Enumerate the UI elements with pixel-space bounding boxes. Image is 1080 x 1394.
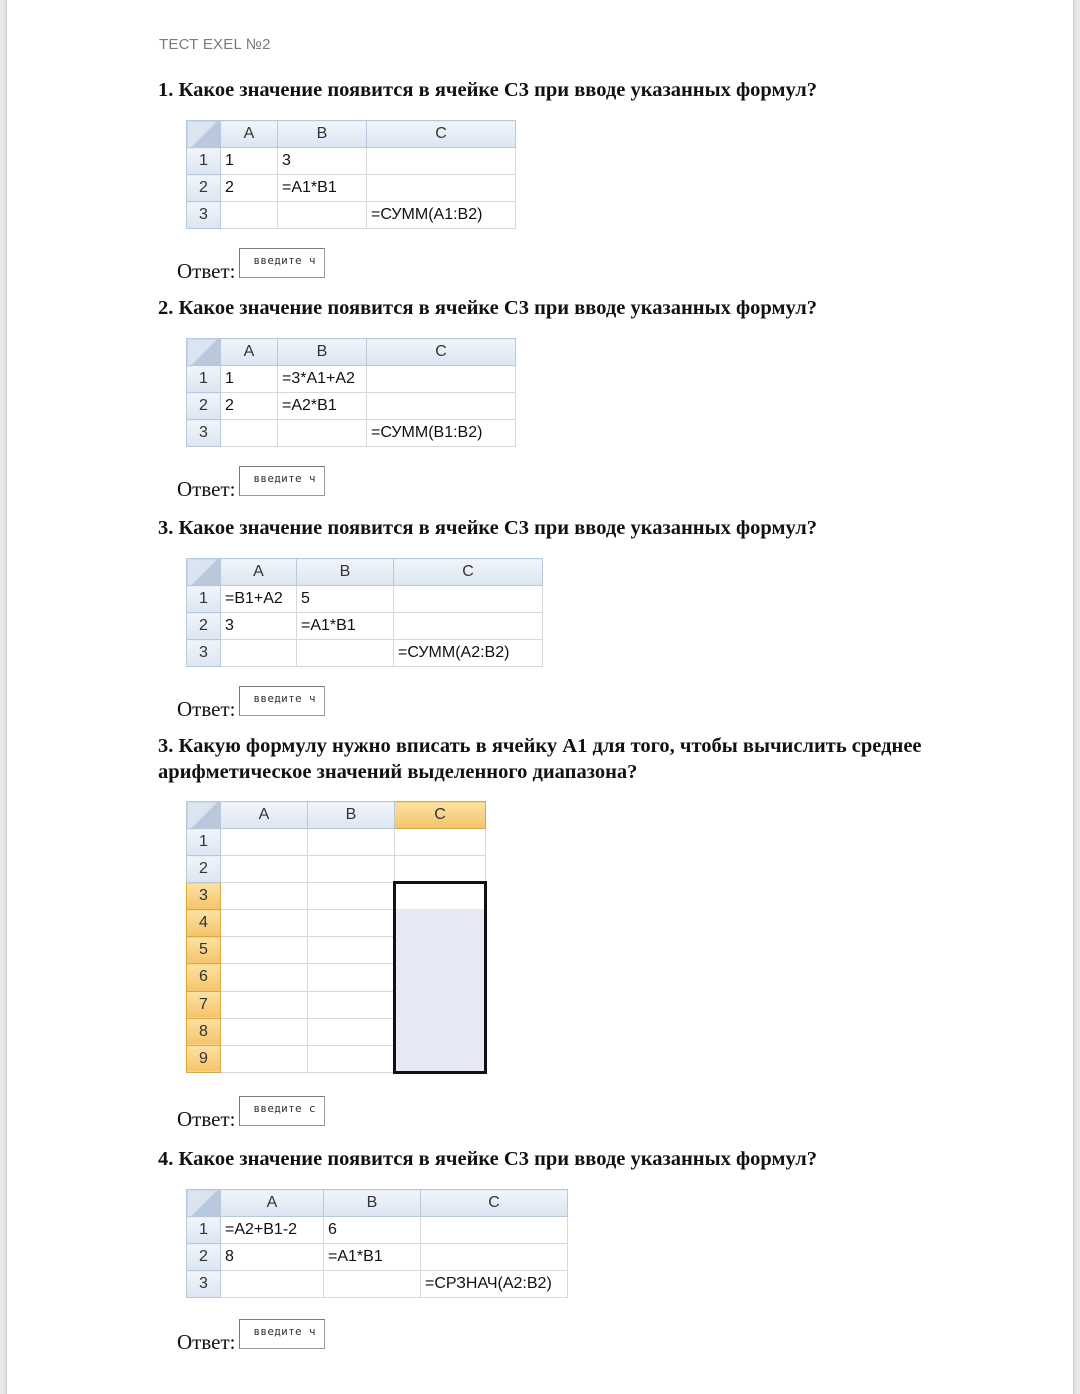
select-all-corner	[187, 559, 221, 586]
cell-a1: =B1+A2	[221, 586, 297, 613]
select-all-corner	[187, 802, 221, 829]
selected-range-c3-c9	[395, 883, 486, 1073]
cell-a2: 3	[221, 613, 297, 640]
cell-c3: =СУММ(A1:B2)	[367, 202, 516, 229]
column-header: C	[367, 121, 516, 148]
row-header: 1	[187, 586, 221, 613]
row-header: 1	[187, 829, 221, 856]
cell-b3	[278, 420, 367, 447]
row-header: 1	[187, 1217, 221, 1244]
cell-b1: 3	[278, 148, 367, 175]
question-1-text: 1. Какое значение появится в ячейке С3 при вводе указанных формул?	[158, 79, 817, 101]
column-header: B	[297, 559, 394, 586]
cell-b2	[308, 856, 395, 883]
cell-b1: 5	[297, 586, 394, 613]
cell-c2	[421, 1244, 568, 1271]
row-header-selected: 4	[187, 910, 221, 937]
cell-b3	[324, 1271, 421, 1298]
column-header: C	[394, 559, 543, 586]
cell-c3: =СУММ(B1:B2)	[367, 420, 516, 447]
question-3-spreadsheet	[186, 558, 543, 667]
cell-a1	[221, 829, 308, 856]
cell-b6	[308, 964, 395, 991]
row-header-selected: 9	[187, 1045, 221, 1072]
cell-c2	[394, 613, 543, 640]
cell-c1	[367, 148, 516, 175]
cell-a8	[221, 1018, 308, 1045]
cell-a6	[221, 964, 308, 991]
row-header: 2	[187, 613, 221, 640]
row-header: 2	[187, 856, 221, 883]
cell-a7	[221, 991, 308, 1018]
cell-b5	[308, 937, 395, 964]
cell-c3: =СРЗНАЧ(A2:B2)	[421, 1271, 568, 1298]
cell-b4	[308, 910, 395, 937]
column-header: B	[324, 1190, 421, 1217]
row-header-selected: 6	[187, 964, 221, 991]
cell-b2: =A1*B1	[278, 175, 367, 202]
cell-b3	[278, 202, 367, 229]
cell-c3: =СУММ(A2:B2)	[394, 640, 543, 667]
cell-a2: 2	[221, 175, 278, 202]
row-header: 2	[187, 393, 221, 420]
row-header: 3	[187, 640, 221, 667]
cell-a3	[221, 883, 308, 910]
document-title: ТЕСТ EXEL №2	[159, 36, 271, 53]
column-header: B	[278, 121, 367, 148]
cell-b3	[308, 883, 395, 910]
column-header: A	[221, 339, 278, 366]
column-header: C	[367, 339, 516, 366]
cell-a5	[221, 937, 308, 964]
question-5-spreadsheet	[186, 1189, 568, 1298]
row-header: 3	[187, 1271, 221, 1298]
answer-label: Ответ:	[177, 1330, 236, 1354]
row-header-selected: 3	[187, 883, 221, 910]
question-1-spreadsheet	[186, 120, 516, 229]
column-header: A	[221, 1190, 324, 1217]
cell-a3	[221, 1271, 324, 1298]
question-2-answer	[177, 470, 325, 500]
cell-a2: 2	[221, 393, 278, 420]
question-2-spreadsheet	[186, 338, 516, 447]
cell-b9	[308, 1045, 395, 1072]
question-3-text: 3. Какое значение появится в ячейке С3 при вводе указанных формул?	[158, 517, 817, 539]
cell-a2: 8	[221, 1244, 324, 1271]
question-4-spreadsheet	[186, 801, 487, 1074]
column-header: B	[278, 339, 367, 366]
column-header: C	[421, 1190, 568, 1217]
row-header: 3	[187, 420, 221, 447]
row-header: 3	[187, 202, 221, 229]
cell-c1	[367, 366, 516, 393]
question-5-answer	[177, 1323, 325, 1353]
cell-b1: =3*A1+A2	[278, 366, 367, 393]
cell-c1	[395, 829, 486, 856]
cell-c1	[421, 1217, 568, 1244]
row-header-selected: 8	[187, 1018, 221, 1045]
column-header: A	[221, 559, 297, 586]
select-all-corner	[187, 339, 221, 366]
cell-b1	[308, 829, 395, 856]
row-header: 2	[187, 1244, 221, 1271]
column-header-selected: C	[395, 802, 486, 829]
select-all-corner	[187, 121, 221, 148]
cell-a1: 1	[221, 148, 278, 175]
cell-b3	[297, 640, 394, 667]
question-2-answer-input[interactable]: введите ч	[239, 466, 325, 496]
question-2-text: 2. Какое значение появится в ячейке С3 при вводе указанных формул?	[158, 297, 817, 319]
cell-b2: =A2*B1	[278, 393, 367, 420]
cell-a3	[221, 202, 278, 229]
select-all-corner	[187, 1190, 221, 1217]
column-header: A	[221, 802, 308, 829]
question-1-answer-input[interactable]: введите ч	[239, 248, 325, 278]
cell-a4	[221, 910, 308, 937]
cell-b1: 6	[324, 1217, 421, 1244]
cell-a1: 1	[221, 366, 278, 393]
cell-b2: =A1*B1	[324, 1244, 421, 1271]
cell-a9	[221, 1045, 308, 1072]
cell-c2	[367, 393, 516, 420]
cell-c2	[367, 175, 516, 202]
cell-a1: =A2+B1-2	[221, 1217, 324, 1244]
question-4-answer-input[interactable]: введите с	[239, 1096, 325, 1126]
cell-c1	[394, 586, 543, 613]
question-5-text: 4. Какое значение появится в ячейке С3 при вводе указанных формул?	[158, 1148, 817, 1170]
answer-label: Ответ:	[177, 697, 236, 721]
column-header: A	[221, 121, 278, 148]
question-5-answer-input[interactable]: введите ч	[239, 1319, 325, 1349]
row-header-selected: 5	[187, 937, 221, 964]
cell-b8	[308, 1018, 395, 1045]
answer-label: Ответ:	[177, 1107, 236, 1131]
row-header-selected: 7	[187, 991, 221, 1018]
cell-a3	[221, 420, 278, 447]
cell-b2: =A1*B1	[297, 613, 394, 640]
cell-c2	[395, 856, 486, 883]
question-4-answer	[177, 1100, 325, 1130]
column-header: B	[308, 802, 395, 829]
question-3-answer-input[interactable]: введите ч	[239, 686, 325, 716]
row-header: 2	[187, 175, 221, 202]
question-3-answer	[177, 690, 325, 720]
row-header: 1	[187, 148, 221, 175]
document-page	[6, 0, 1074, 1394]
cell-a3	[221, 640, 297, 667]
answer-label: Ответ:	[177, 477, 236, 501]
question-1-answer	[177, 252, 325, 282]
answer-label: Ответ:	[177, 259, 236, 283]
question-4-text: 3. Какую формулу нужно вписать в ячейку А1 для того, чтобы вычислить среднее арифметическое значений выделенного диапазона?	[158, 735, 922, 783]
cell-b7	[308, 991, 395, 1018]
row-header: 1	[187, 366, 221, 393]
cell-a2	[221, 856, 308, 883]
